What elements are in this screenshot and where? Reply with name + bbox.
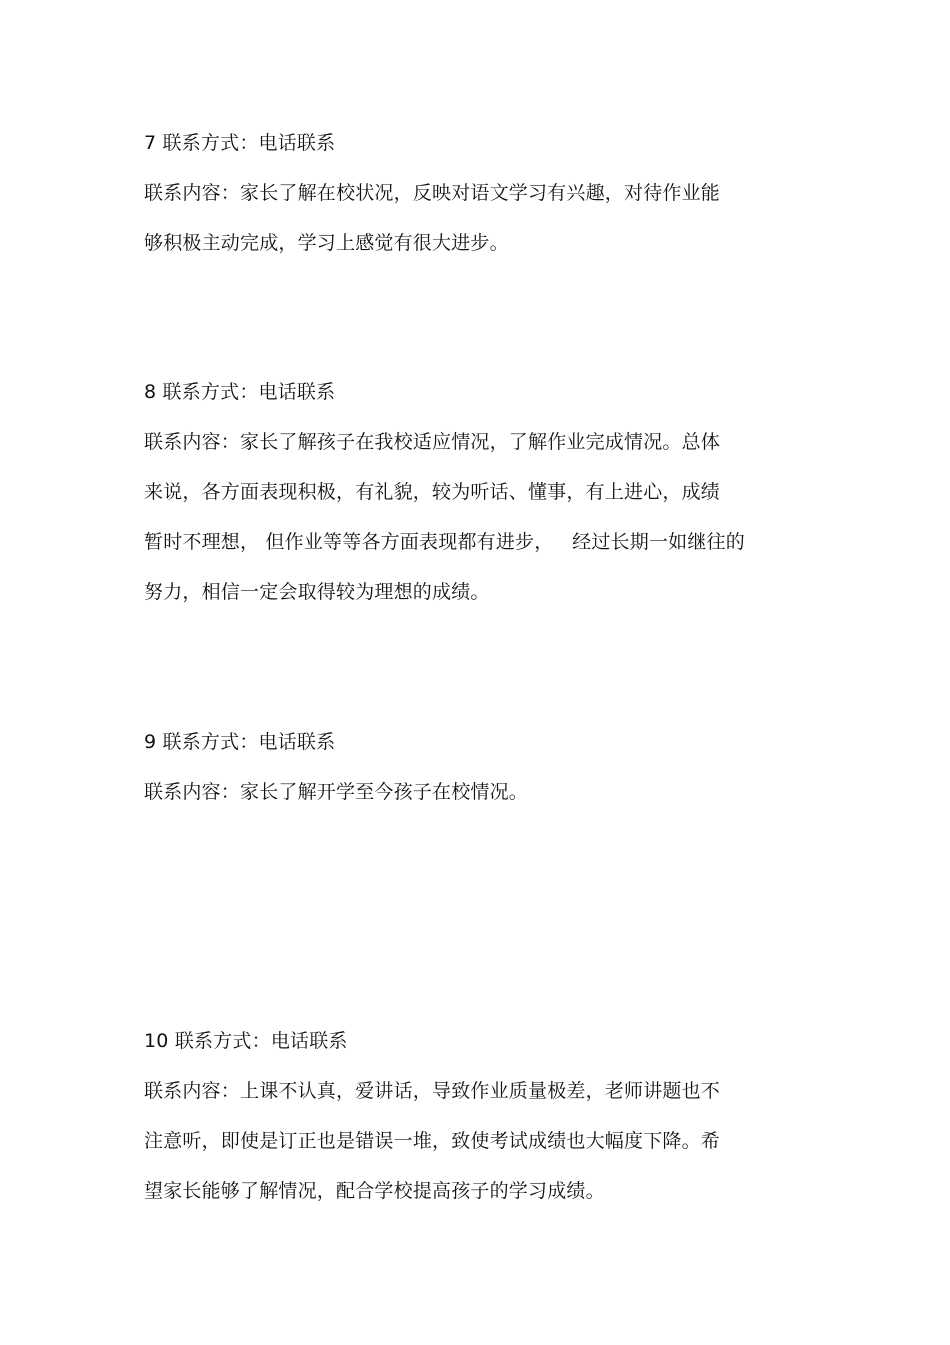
- entry-9-heading: 9 联系方式：电话联系: [144, 731, 336, 753]
- entry-8-content-line-2: 来说，各方面表现积极，有礼貌，较为听话、懂事，有上进心，成绩: [144, 481, 721, 503]
- entry-10-content-line-2: 注意听，即使是订正也是错误一堆，致使考试成绩也大幅度下降。希: [144, 1130, 721, 1152]
- entry-8-content-line-1: 联系内容：家长了解孩子在我校适应情况，了解作业完成情况。总体: [144, 431, 721, 453]
- entry-7-content-line-1: 联系内容：家长了解在校状况，反映对语文学习有兴趣，对待作业能: [144, 182, 721, 204]
- entry-8-content-line-3: 暂时不理想， 但作业等等各方面表现都有进步， 经过长期一如继往的: [144, 531, 745, 553]
- entry-8-heading: 8 联系方式：电话联系: [144, 381, 336, 403]
- entry-7-content-line-2: 够积极主动完成，学习上感觉有很大进步。: [144, 232, 509, 254]
- entry-7-heading: 7 联系方式：电话联系: [144, 132, 336, 154]
- entry-9-content-line-1: 联系内容：家长了解开学至今孩子在校情况。: [144, 781, 529, 803]
- entry-10-content-line-3: 望家长能够了解情况，配合学校提高孩子的学习成绩。: [144, 1180, 605, 1202]
- entry-10-heading: 10 联系方式：电话联系: [144, 1030, 348, 1052]
- entry-8-content-line-4: 努力，相信一定会取得较为理想的成绩。: [144, 581, 490, 603]
- entry-10-content-line-1: 联系内容：上课不认真，爱讲话，导致作业质量极差，老师讲题也不: [144, 1080, 721, 1102]
